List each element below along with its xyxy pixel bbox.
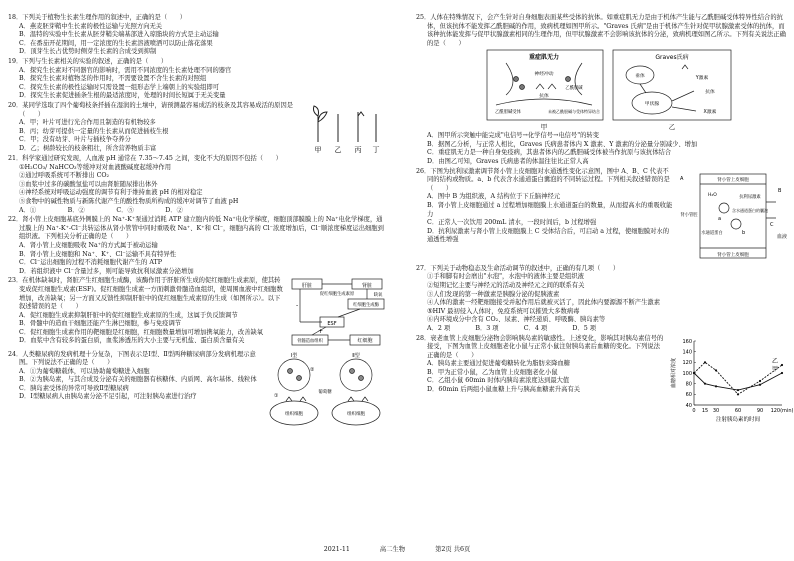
fig-yi-antibody: 抗体 (705, 90, 715, 96)
option: A．① B．② C．⑤ D．② (19, 206, 183, 214)
option: A．胰岛素主要通过促进葡萄糖转化为脂肪来降血糖 (427, 360, 571, 368)
option: D．Ⅰ型糖尿病人由胰岛素分泌不足引起，可注射胰岛素进行治疗 (19, 393, 197, 401)
question-stem: 18．下列关于植物生长素生理作用的叙述中，正确的是（ ） (8, 14, 187, 21)
y-tick-label: 140 (682, 349, 692, 356)
y-tick-label: 80 (685, 381, 692, 388)
option: B．温特的实验中生长素从胚芽鞘尖端基部进入琼脂块的方式是主动运输 (19, 31, 219, 39)
data-point (759, 379, 761, 381)
cuttings-figure (308, 102, 386, 154)
option: ⑤HIV 最初侵入人体时，免疫系统可以摧毁大多数病毒 (427, 307, 580, 315)
esf-diagram (290, 277, 386, 349)
question-27 (416, 265, 788, 334)
question-stem: 22．肾小管上皮细胞基底外侧膜上的 Na⁺-K⁺泵通过消耗 ATP 建立胞内的低 Na⁺电化学梯度，细胞顶部膜膜上的 Na⁺电化学梯度，通过膜上的 Na⁺-K⁺-Cl⁻共转运体从肾小管管中同时重吸收 Na⁺、K⁺和 Cl⁻，细胞内高的 Cl⁻浓度增加后，Cl⁻顺浓度梯度运出细胞到组织液。下列相关分析正确的是（ ） (8, 216, 384, 241)
x-axis-label: 注射胰岛素的时间 (715, 416, 761, 423)
y-tick-label: 40 (685, 402, 692, 409)
left-column (8, 14, 386, 432)
channel-label: 水通道蛋白 (701, 230, 723, 236)
y-tick-label: 160 (682, 338, 692, 345)
option: B．探究生长素对植物茎的作用时，不需要设置不含生长素的对照组 (19, 75, 207, 83)
label-ding: 丁 (372, 146, 380, 154)
option: A．燕麦胚芽鞘中生长素的极性运输与光照方向无关 (19, 22, 163, 30)
cell-label-2: 组织细胞 (347, 411, 365, 417)
enzyme-label: 红细胞生成酶 (353, 303, 379, 309)
option: C．在番茄开花期间，用一定浓度的生长素溶液喷洒可以防止落花落果 (19, 39, 213, 47)
x-tick-label: 30 (712, 407, 720, 414)
question-stem: 20．某同学选取了四个葡萄枝条扦插在湿润的土壤中，请预测最容易成活的枝条及其容易成活的原因是（ ） (8, 102, 294, 118)
fig-jia-ach: 乙酰胆碱 (565, 86, 583, 92)
fig-jia-neuro: 神经冲动 (534, 72, 554, 78)
footer-date: 2021-11 (323, 546, 350, 553)
option: A．肾小管上皮细胞吸收 Na⁺的方式属于被动运输 (19, 242, 158, 249)
question-22 (8, 216, 386, 276)
right-column (416, 14, 794, 426)
lumen-label: 肾小管腔 (680, 212, 698, 218)
x-tick-label: 120(min) (770, 407, 794, 414)
x-tick-label: 60 (734, 407, 742, 414)
question-18 (8, 14, 386, 57)
fig-yi-title: Graves氏病 (655, 54, 689, 62)
option: D．乙；树龄较长的枝条粗壮，所含营养物质丰富 (19, 144, 157, 152)
data-point (781, 363, 783, 365)
option: A．图中 B 为组织液，A 结构位于下丘脑神经元 (427, 193, 561, 201)
option: D．探究生长素促进插条生根的最适浓度时，处理的时间长短属于无关变量 (19, 92, 226, 100)
cell-label-1: 组织细胞 (285, 411, 303, 417)
question-stem: 24．人类糖尿病的发病机理十分复杂，下图表示是Ⅰ型、Ⅱ型两种糖尿病部分发病机理示意图。下列说法不正确的是（ ） (8, 350, 256, 367)
C-label: C (770, 221, 774, 228)
question-stem: 21．科学家通过研究发现，人血液 pH 通常在 7.35～7.45 之间，变化不大的原因不包括（ ） (8, 155, 282, 163)
h2o-label: H₂O (708, 192, 717, 198)
option: C．促红细胞生成素作用的靶细胞是红细胞，红细胞数量增加可增加携氧能力，改善缺氧 (19, 328, 264, 336)
question-stem: 23．在机体缺氧时，肾脏产生红细胞生成酶，该酶作用于肝脏所生成的促红细胞生成素原，使其转变成促红细胞生成素(ESF)。促红细胞生成素一方面刺激骨髓造血组织，使周围血液中红细胞数增加，改善缺氧；另一方面又反馈性抑制肝脏中的促红细胞生成素原的生成（如图所示）。以下叙述错误的是（ ） (8, 277, 283, 311)
option: ②短期记忆主要与神经元的活动及神经元之间的联系有关 (427, 282, 585, 289)
option: B．肾小管上皮细胞和 Na⁺、K⁺、Cl⁻运输不具有特异性 (19, 250, 177, 258)
data-point (704, 382, 706, 384)
liver-label: 肝脏 (301, 283, 313, 290)
option: ③人们发现的第一种激素是胰腺分泌的促胰液素 (427, 290, 560, 298)
y-tick-label: 120 (682, 359, 692, 366)
option: ②通过呼吸系统可不断排出 CO₂ (19, 172, 110, 180)
question-26 (416, 168, 788, 264)
kidney-label: 肾脏 (361, 283, 373, 290)
data-point (737, 393, 739, 395)
option: A．2 项 B．3 项 C．4 项 D．5 项 (427, 324, 597, 332)
option: ①手和脚有时会磨出"水泡"，水泡中的液体主要是组织液 (427, 273, 584, 281)
fig-jia-title: 重症肌无力 (528, 54, 560, 62)
esf-pre-label: 促红细胞生成素原 (319, 292, 355, 298)
option: A．①为葡萄糖载体，可以协助葡萄糖进入细胞 (19, 367, 150, 375)
plus-sign: + (318, 328, 324, 336)
tubule-top-label: 肾小管上皮细胞 (717, 177, 749, 183)
option: C．探究生长素的极性运输时只需设置一组形态学上端朝上的实验组即可 (19, 83, 220, 91)
mark-2: ② (310, 366, 315, 373)
x-tick-label: 15 (701, 407, 709, 414)
label-bing: 丙 (354, 146, 362, 154)
option: A．甲；叶片可进行光合作用且制造的有机物较多 (19, 119, 156, 127)
option: B．②为胰岛素，与其合成及分泌有关的细胞器有核糖体、内质网、高尔基体、线粒体 (19, 376, 257, 384)
option: B．据图乙分析，与正常人相比，Graves 氏病患者体内 X 激素、Y 激素的分泌量分别减少、增加 (427, 140, 698, 148)
question-stem: 27．下列关于动物稳态及生命活动调节的叙述中，正确的有几项（ ） (416, 264, 620, 272)
option: C．甲；没有幼芽、叶片与插枝争夺养分 (19, 136, 131, 144)
label-yi: 乙 (334, 146, 342, 154)
fig-jia-receptor: 乙酰胆碱受体 (495, 110, 521, 116)
fig-yi-y: Y激素 (695, 76, 709, 82)
type1-label: Ⅰ型 (290, 352, 298, 359)
option: A．探究生长素对不同器官的影响时，需用不同浓度的生长素处理不同的器官 (19, 66, 232, 74)
question-stem: 19．下列与生长素相关的实验的叙述，正确的是（ ） (8, 58, 168, 65)
option: C．重症肌无力是一种自身免疫病，其患者体内的乙酰胆碱受体被当作抗原与该抗体结合 (427, 149, 672, 157)
option: ③血浆中过多的碳酸氢盐可以由肾脏随尿排出体外 (19, 180, 158, 188)
question-28 (416, 334, 794, 425)
fig-yi-thyroid: 甲状腺 (644, 102, 660, 108)
fig-yi-pituitary: 垂体 (635, 74, 645, 80)
question-21 (8, 155, 386, 215)
marrow-label: 骨髓造血组织 (297, 339, 323, 345)
fig-yi-x: X激素 (703, 110, 717, 116)
data-point (737, 389, 739, 391)
question-23 (8, 277, 386, 349)
a-label: a (718, 215, 722, 222)
option: B．骨髓中的造血干细胞还能产生淋巴细胞，参与免疫调节 (19, 320, 182, 328)
question-20 (8, 102, 386, 154)
A-label: A (680, 175, 684, 182)
B-label: B (778, 187, 782, 194)
y-axis-label: 血糖相对浓度 (671, 357, 677, 388)
adh-label: 抗利尿激素 (739, 194, 761, 200)
b-label: b (742, 229, 746, 236)
data-point (693, 371, 695, 373)
tubule-bottom-label: 肾小管上皮细胞 (717, 252, 749, 258)
question-stem: 25．人体在特殊情况下，会产生针对自身细胞表面某些受体的抗体。如重症肌无力是由于机体产生能与乙酰胆碱受体特异性结合的抗体，但该抗体不能发挥乙酰胆碱的作用，致病机理如图甲所示。"Graves 氏病"是由于机体产生针对促甲状腺激素受体的抗体，而该种抗体能发挥与促甲状腺激素相同的生理作用，但甲状腺激素不会影响该抗体的分泌，致病机理如图乙所示。下列有关说法正确的是（ ） (416, 14, 786, 47)
option: B．丙；幼芽可提供一定量的生长素从而促进插枝生根 (19, 127, 169, 135)
glucose-label: 葡萄糖 (318, 389, 332, 395)
page-footer (0, 546, 794, 555)
vesicle-label: 含水通道蛋白的囊泡 (732, 207, 768, 213)
myasthenia-figure (486, 49, 604, 131)
series-line-甲 (694, 373, 782, 390)
option: ④人体的激素一经靶细胞接受并起作用后就被灭活了，因此体内要源源不断产生激素 (427, 299, 660, 307)
option: C．乙组小鼠 60min 时体内胰岛素浓度达到最大值 (427, 377, 570, 385)
data-point (781, 371, 783, 373)
question-stem: 28．衰老血管上皮细胞分泌物会影响胰岛素的敏感性。上述变化，影响其对胰岛素信号的接受，下图为血管上皮细胞老化小鼠与正常小鼠注射胰岛素后血糖的变化。下列说法正确的是（ ） (416, 334, 664, 359)
data-point (759, 383, 761, 385)
option: B．甲为正常小鼠，乙为血管上皮细胞老化小鼠 (427, 368, 558, 376)
option: D．顶芽生长占优势时侧芽生长素的合成受到抑制 (19, 48, 157, 56)
option: D．若组织液中 Cl⁻含量过多，则可能导致抗利尿激素分泌增加 (19, 267, 194, 275)
data-point (715, 385, 717, 387)
question-19 (8, 58, 386, 101)
blood-label: 血液 (776, 233, 788, 240)
footer-grade: 高二生物 (379, 546, 406, 553)
option: D．血浆中含有较多的蛋白质，血浆渗透压的大小主要与无机盐、蛋白质含量有关 (19, 337, 245, 345)
option: D．60min 后两组小鼠血糖上升与胰高血糖素升高有关 (427, 385, 581, 393)
fig-yi-caption: 乙 (668, 123, 676, 132)
minus-sign: - (296, 302, 299, 310)
y-tick-label: 100 (682, 370, 692, 377)
option: D．抗利尿激素与肾小管上皮细胞膜上 C 受体结合后，可启动 a 过程，使细胞膜对水的通透性增强 (427, 227, 670, 244)
x-tick-label: 0 (692, 407, 696, 414)
fig-jia-notbound: 未被乙酰胆碱与受体特异结合 (548, 109, 600, 115)
y-tick-label: 60 (685, 391, 692, 398)
x-tick-label: 90 (756, 407, 764, 414)
blood-glucose-chart (670, 335, 794, 425)
option: ⑤食物中的碱性物质与新陈代谢产生的酸性物质所构成的缓冲对调节了血液 pH (19, 198, 239, 205)
mark-1: ① (274, 392, 279, 399)
series-label: 乙 (771, 357, 778, 365)
diabetes-diagram (266, 351, 386, 431)
fig-jia-caption: 甲 (540, 123, 548, 132)
option: ④神经系统对呼吸运动强度的调节有利于维持血液 pH 的相对稳定 (19, 189, 203, 197)
esf-label: ESF (327, 321, 337, 328)
series-label: 甲 (771, 365, 778, 373)
option: C．正常人一次饮用 200mL 清水，一段时间后，b 过程增强 (427, 219, 597, 227)
question-24 (8, 351, 386, 431)
data-point (704, 361, 706, 363)
data-point (715, 369, 717, 371)
option: ⑥内环境成分中含有 CO₂、尿素、神经递质、呼吸酶、胰岛素等 (427, 316, 606, 324)
type2-label: Ⅱ型 (352, 352, 360, 359)
footer-page: 第2页 共6页 (435, 546, 471, 553)
question-25 (416, 14, 788, 167)
hypoxia-label: 缺氧 (373, 293, 383, 299)
option: ①H₂CO₃/ NaHCO₃等缓冲对对血液酸碱度起缓冲作用 (19, 163, 172, 171)
option: A．促红细胞生成素抑制肝脏中的促红细胞生成素原的生成，这属于负反馈调节 (19, 311, 238, 319)
fig-jia-antibody: 抗体 (539, 94, 549, 100)
option: B．肾小管上皮细胞通过 a 过程增加细胞膜上水通道蛋白的数量，从而提高水的重吸收能力 (427, 201, 673, 218)
option: D．由图乙可知，Graves 氏病患者的体温往往比正常人高 (427, 157, 589, 165)
option: A．图甲所示突触中能完成"电信号→化学信号→电信号"的转变 (427, 132, 600, 140)
question-stem: 26．下图为抗利尿激素调节肾小管上皮细胞对水通透性变化示意图，图中 A、B、C 代表不同的结构或物质。a、b 代表含水通道蛋白囊泡的不同转运过程。下列相关叙述错误的是（ ） (416, 167, 670, 192)
option: C．胰岛素受体的异常可导致Ⅱ型糖尿病 (19, 384, 129, 392)
adh-diagram (678, 168, 788, 264)
graves-figure (612, 49, 732, 131)
rbc-label: 红细胞 (357, 338, 373, 345)
label-jia: 甲 (314, 146, 322, 154)
option: C．Cl⁻运出细胞的过程不消耗细胞代谢产生的 ATP (19, 259, 162, 267)
